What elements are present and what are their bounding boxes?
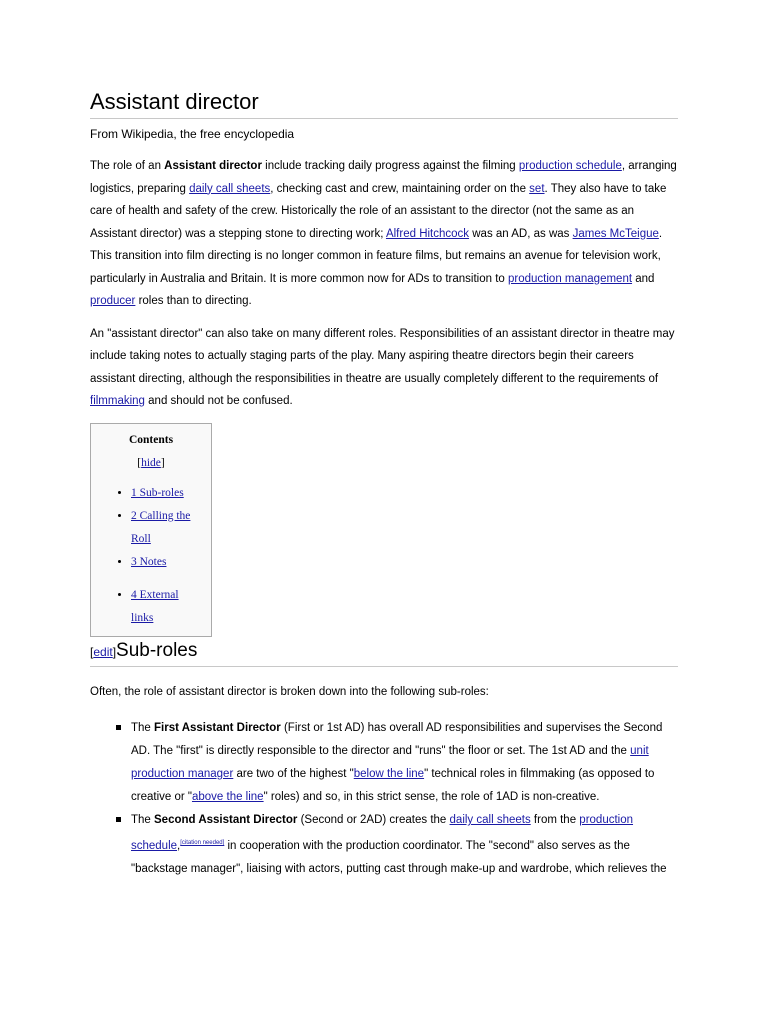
- section-heading-sub-roles: [90, 639, 678, 667]
- sub-roles-list: [90, 717, 678, 881]
- text: and should not be confused.: [144, 395, 293, 407]
- link-alfred-hitchcock[interactable]: Alfred Hitchcock: [385, 227, 470, 240]
- edit-section: [90, 645, 116, 659]
- link-daily-call-sheets[interactable]: daily call sheets: [449, 814, 531, 826]
- link-below-the-line[interactable]: below the line: [353, 768, 425, 780]
- link-filmmaking[interactable]: filmmaking: [90, 395, 145, 407]
- bold-term: First Assistant Director: [154, 722, 281, 734]
- text: , checking cast and crew, maintaining order on the: [270, 182, 530, 195]
- list-item-text: [116, 809, 678, 881]
- link-above-the-line[interactable]: above the line: [191, 791, 264, 803]
- text: are two of the highest ": [233, 768, 354, 780]
- toc-item: [131, 482, 211, 505]
- text: ,: [177, 839, 181, 852]
- bold-term: Assistant director: [164, 160, 262, 172]
- toc-item: [131, 505, 211, 551]
- list-item-text: [116, 717, 678, 809]
- list-item: [116, 717, 678, 809]
- toc-link-calling-the-roll[interactable]: 2 Calling the Roll: [131, 509, 191, 545]
- link-james-mcteigue[interactable]: James McTeigue: [572, 227, 659, 240]
- toc-hide-toggle: [91, 452, 211, 474]
- toc-item: [131, 584, 211, 630]
- toc-link-external-links[interactable]: 4 External links: [131, 588, 179, 624]
- text: from the: [530, 814, 580, 826]
- link-unit-production-manager[interactable]: unit production manager: [131, 745, 649, 780]
- list-item: [116, 809, 678, 881]
- text: " roles) and so, in this strict sense, the role of 1AD is non-creative.: [263, 791, 600, 803]
- link-daily-call-sheets[interactable]: daily call sheets: [189, 182, 271, 195]
- text: , arranging logistics, preparing: [90, 160, 677, 195]
- text: roles than to directing.: [135, 295, 252, 307]
- text: (First or 1st AD) has overall AD responsibilities and supervises the Second AD. The "first" is directly responsible to the director and "runs" the floor or set. The 1st AD and the: [131, 722, 663, 757]
- link-production-schedule[interactable]: production schedule: [518, 160, 622, 172]
- text: in cooperation with the production coordinator. The "second" also serves as the "backstage manager", liaising with actors, putting cast through make-up and wardrobe, which relieves the: [131, 839, 667, 875]
- edit-link[interactable]: edit: [93, 644, 113, 659]
- text: An "assistant director" can also take on many different roles. Responsibilities of an assistant director in theatre may include taking notes to actually staging parts of the play. Many aspiring theatre directors begin their careers assistant directing, although the responsibilities in theatre are usually completely different to the requirements of: [90, 327, 675, 385]
- text: include tracking daily progress against the filming: [261, 160, 519, 172]
- text: The: [131, 722, 155, 734]
- link-production-schedule[interactable]: production schedule: [131, 814, 634, 852]
- link-producer[interactable]: producer: [90, 295, 136, 307]
- text: " technical roles in filmmaking (as opposed to creative or ": [131, 768, 655, 803]
- toc-list: [91, 482, 211, 630]
- bracket: [: [90, 644, 94, 659]
- text: The role of an: [90, 160, 165, 172]
- table-of-contents: [90, 423, 212, 637]
- intro-paragraph: [90, 155, 678, 313]
- site-tagline: From Wikipedia, the free encyclopedia: [90, 127, 295, 141]
- bracket: ]: [160, 456, 165, 469]
- bold-term: Second Assistant Director: [154, 814, 298, 826]
- citation-needed-anchor[interactable]: [citation needed]: [180, 840, 225, 846]
- text: . This transition into film directing is no longer common in feature films, but remains an avenue for television work, particularly in Australia and Britain. It is more common now for ADs to transition to: [90, 227, 663, 285]
- page-title: Assistant director: [90, 88, 678, 119]
- theatre-paragraph: [90, 323, 678, 413]
- toc-hide-link[interactable]: hide: [141, 456, 161, 469]
- bracket: ]: [112, 644, 117, 659]
- citation-needed-link[interactable]: [180, 840, 224, 846]
- text: and: [632, 272, 655, 285]
- square-bullet-icon: [116, 725, 121, 730]
- section-intro: Often, the role of assistant director is broken down into the following sub-roles:: [90, 685, 489, 698]
- section-title: Sub-roles: [116, 639, 198, 661]
- link-production-management[interactable]: production management: [508, 272, 633, 285]
- text: was an AD, as was: [469, 227, 573, 240]
- text: (Second or 2AD) creates the: [297, 814, 450, 826]
- square-bullet-icon: [116, 817, 121, 822]
- toc-item: [131, 551, 211, 574]
- toc-link-sub-roles[interactable]: 1 Sub-roles: [131, 486, 184, 499]
- toc-title: Contents: [128, 433, 174, 446]
- text: . They also have to take care of health and safety of the crew. Historically the role of an assistant to the director (not the same as an Assistant director) was a stepping stone to directing work;: [90, 182, 667, 240]
- article-content: [90, 88, 678, 881]
- toc-link-notes[interactable]: 3 Notes: [131, 555, 167, 568]
- link-set[interactable]: set: [529, 182, 545, 195]
- text: The: [131, 814, 155, 826]
- bracket: [: [137, 456, 142, 469]
